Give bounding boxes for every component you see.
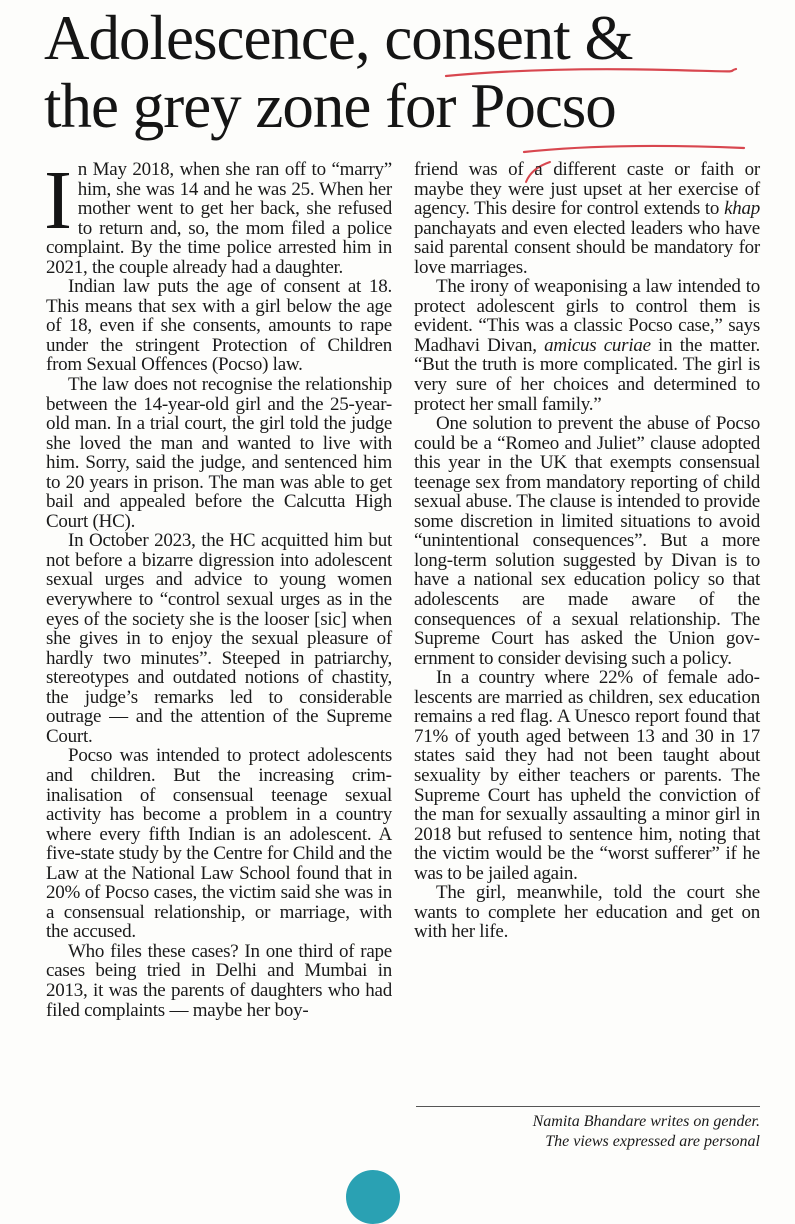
paragraph-text: n May 2018, when she ran off to “marry” him, she was 14 and he was 25. When her mother went to get her back, she refused to return and, so, the mom filed a police complaint. By the time police arrested him in 2021, the couple already had a daughter. (46, 159, 392, 278)
article-column-left (44, 154, 392, 1021)
headline-part-1: Adolescence, (44, 3, 385, 73)
paragraph: Who files these cases? In one third of rape cases being tried in Delhi and Mumbai in 2013, it was the parents of daughters who had filed complaints — maybe her boy- (46, 940, 392, 1021)
paragraph: Indian law puts the age of consent at 18. This means that sex with a girl below the age of 18, even if she consents, amounts to rape under the stringent Protection of Children from Sexual Offences (Pocso) law. (46, 276, 392, 376)
paragraph (414, 160, 760, 277)
paragraph (44, 154, 392, 278)
paragraph (414, 277, 760, 414)
red-underline-pocso (520, 138, 750, 160)
paragraph: One solution to prevent the abuse of Pocso could be a “Romeo and Juliet” clause adopted this year in the UK that exempts consensual teenage sex from mandatory reporting of child sexual abuse. The clause is intended to provide some discretion in limited situations to avoid “unintentional consequences”. But a more long-term solution suggested by Divan is to have a national sex education policy so that adolescents are made aware of the consequences of a sexual relationship. The Supreme Court has asked the Union government to consider devising such a policy. (414, 413, 760, 669)
headline-part-2: consent & (384, 3, 633, 73)
italic-term: khap (724, 198, 760, 220)
paragraph-text: different caste or faith or maybe they were just upset at her exercise of agency. This desire for control extends to (414, 159, 760, 220)
author-byline (416, 1112, 760, 1152)
italic-term: amicus curiae (544, 334, 651, 356)
paragraph: In a country where 22% of female adolescents are married as children, sex education remains a red flag. A Unesco report found that 71% of youth aged between 13 and 30 in 17 states said they had not been taught about sexuality by either teachers or parents. The Supreme Court has upheld the conviction of the man for sexually assaulting a minor girl in 2018 but refused to sentence him, noting that the victim would be the “worst sufferer” if he was to be jailed again. (414, 667, 760, 884)
paragraph-text: panchayats and even elected leaders who have said parental consent should be mandatory for love marriages. (414, 217, 760, 278)
headline-line-1 (44, 4, 789, 72)
headline-line-2: the grey zone for Pocso (44, 71, 616, 141)
byline-line-2: The views expressed are personal (545, 1133, 760, 1150)
paragraph-text: friend was of (414, 159, 535, 180)
byline-divider (416, 1106, 760, 1107)
paragraph-text: The irony of weaponising a law intended to protect adolescent girls to control them is evident. “This was a classic Pocso case,” says Madhavi Divan, (414, 276, 760, 356)
article-column-right (414, 160, 760, 942)
floating-action-button[interactable] (346, 1170, 400, 1224)
red-underline-consent (440, 64, 740, 86)
paragraph: Pocso was intended to protect adolescents and children. But the increasing criminalisation of consensual teenage sexual activity has become a problem in a country where every fifth Indian is an adolescent. A five-state study by the Centre for Child and the Law at the National Law School found that in 20% of Pocso cases, the victim said she was in a consensual relationship, or marriage, with the accused. (46, 745, 392, 943)
paragraph: In October 2023, the HC acquitted him but not before a bizarre digression into adolescent sexual urges and advice to young women everywhere to “control sexual urges as in the eyes of the society she is the looser [sic] when she gives in to enjoy the sexual pleasure of hardly two minutes”. Steeped in patriarchy, stereotypes and outdated notions of chastity, the judge’s remarks led to considerable outrage — and the attention of the Supreme Court. (46, 530, 392, 747)
annotated-word: a (534, 159, 543, 180)
paragraph-text: in the matter. “But the truth is more complicated. The girl is very sure of her choices and determined to protect her small family.” (414, 334, 760, 415)
drop-cap: I (44, 154, 72, 247)
byline-line-1: Namita Bhandare writes on gender. (532, 1113, 760, 1130)
paragraph: The girl, meanwhile, told the court she wants to complete her education and get on with her life. (414, 882, 760, 943)
paragraph: The law does not recognise the relationship between the 14-year-old girl and the 25-year-old man. In a trial court, the girl told the judge she loved the man and wanted to live with him. Sorry, said the judge, and sentenced him to 20 years in prison. The man was able to get bail and appealed before the Calcutta High Court (HC). (46, 374, 392, 532)
